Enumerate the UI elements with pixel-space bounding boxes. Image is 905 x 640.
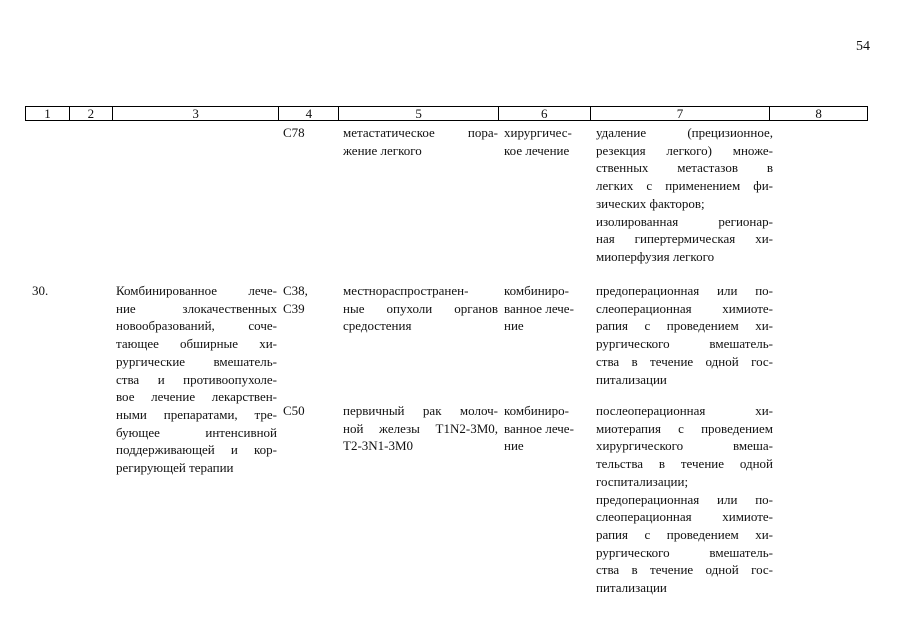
text-line: комбиниро-: [504, 283, 569, 298]
text-line: предоперационная или по-: [596, 283, 773, 298]
diagnosis-c38: [343, 282, 498, 335]
text-line: удаление (прецизионное,: [596, 125, 773, 140]
header-col-2: 2: [70, 107, 113, 120]
text-line: поддерживающей и кор-: [116, 442, 277, 458]
method-c38: [596, 282, 773, 388]
code-c78: С78: [283, 125, 305, 140]
header-col-8: 8: [815, 106, 822, 121]
header-col-7: 7: [591, 107, 771, 120]
text-line: госпитализации;: [596, 473, 689, 489]
text-line: зических факторов;: [596, 195, 705, 211]
text-line: хирургичес-: [504, 125, 572, 140]
text-line: тающее обширные хи-: [116, 336, 277, 352]
header-col-5: 5: [339, 107, 499, 120]
text-line: ванное лече-: [504, 420, 574, 436]
text-line: хирургического вмеша-: [596, 438, 773, 454]
text-line: рапия с проведением хи-: [596, 526, 773, 542]
text-line: слеоперационная химиоте-: [596, 509, 773, 525]
header-col-4: 4: [279, 107, 339, 120]
code-c50: С50: [283, 403, 305, 418]
text-line: рапия с проведением хи-: [596, 318, 773, 334]
text-line: вое лечение лекарствен-: [116, 389, 277, 405]
text-line: миоперфузия легкого: [596, 248, 715, 264]
header-col-6: 6: [499, 107, 591, 120]
text-line: ние: [504, 438, 524, 454]
text-line: ные опухоли органов: [343, 300, 498, 316]
text-line: ства и противоопухоле-: [116, 371, 277, 387]
text-line: средостения: [343, 318, 412, 334]
text-line: ной железы T1N2-3M0,: [343, 420, 498, 436]
code-c38-c39: [283, 282, 308, 317]
text-line: предоперационная или по-: [596, 491, 773, 507]
text-line: ства в течение одной гос-: [596, 562, 773, 578]
text-line: новообразований, соче-: [116, 318, 277, 334]
text-line: ными препаратами, тре-: [116, 406, 277, 422]
text-line: питализации: [596, 371, 667, 387]
table-header-row: [25, 106, 868, 121]
text-line: T2-3N1-3M0: [343, 438, 414, 454]
text-line: резекция легкого) множе-: [596, 142, 773, 158]
text-line: ние: [504, 318, 524, 334]
text-line: послеоперационная хи-: [596, 403, 773, 418]
text-line: рургические вмешатель-: [116, 353, 277, 369]
text-line: жение легкого: [343, 142, 422, 158]
header-col-1: 1: [26, 107, 70, 120]
text-line: изолированная регионар-: [596, 213, 773, 229]
header-col-3: 3: [113, 107, 280, 120]
text-line: легких с применением фи-: [596, 178, 773, 194]
text-line: регирующей терапии: [116, 460, 234, 476]
text-line: ние злокачественных: [116, 300, 277, 316]
text-line: кое лечение: [504, 142, 570, 158]
text-line: ственных метастазов в: [596, 160, 773, 176]
text-line: Комбинированное лече-: [116, 283, 277, 298]
text-line: ная гипертермическая хи-: [596, 231, 773, 247]
method-c78: [596, 124, 773, 266]
text-line: питализации: [596, 580, 667, 596]
treatment-name-30: [116, 282, 277, 477]
text-line: миотерапия с проведением: [596, 420, 773, 436]
text-line: слеоперационная химиоте-: [596, 300, 773, 316]
text-line: ванное лече-: [504, 300, 574, 316]
diagnosis-c78: [343, 124, 498, 159]
treatment-type-c50: [504, 402, 590, 455]
treatment-type-c38: [504, 282, 590, 335]
text-line: ства в течение одной гос-: [596, 353, 773, 369]
text-line: комбиниро-: [504, 403, 569, 418]
text-line: метастатическое пора-: [343, 125, 498, 140]
method-c50: [596, 402, 773, 597]
text-line: тельства в течение одной: [596, 456, 773, 472]
diagnosis-c50: [343, 402, 498, 455]
row-number-30: 30.: [32, 283, 49, 298]
text-line: первичный рак молоч-: [343, 403, 498, 418]
text-line: рургического вмешатель-: [596, 544, 773, 560]
page-number: 54: [856, 39, 870, 54]
text-line: бующее интенсивной: [116, 424, 277, 440]
text-line: рургического вмешатель-: [596, 336, 773, 352]
text-line: С38,: [283, 283, 308, 298]
text-line: местнораспространен-: [343, 283, 469, 298]
treatment-type-c78: [504, 124, 590, 159]
text-line: С39: [283, 300, 305, 316]
